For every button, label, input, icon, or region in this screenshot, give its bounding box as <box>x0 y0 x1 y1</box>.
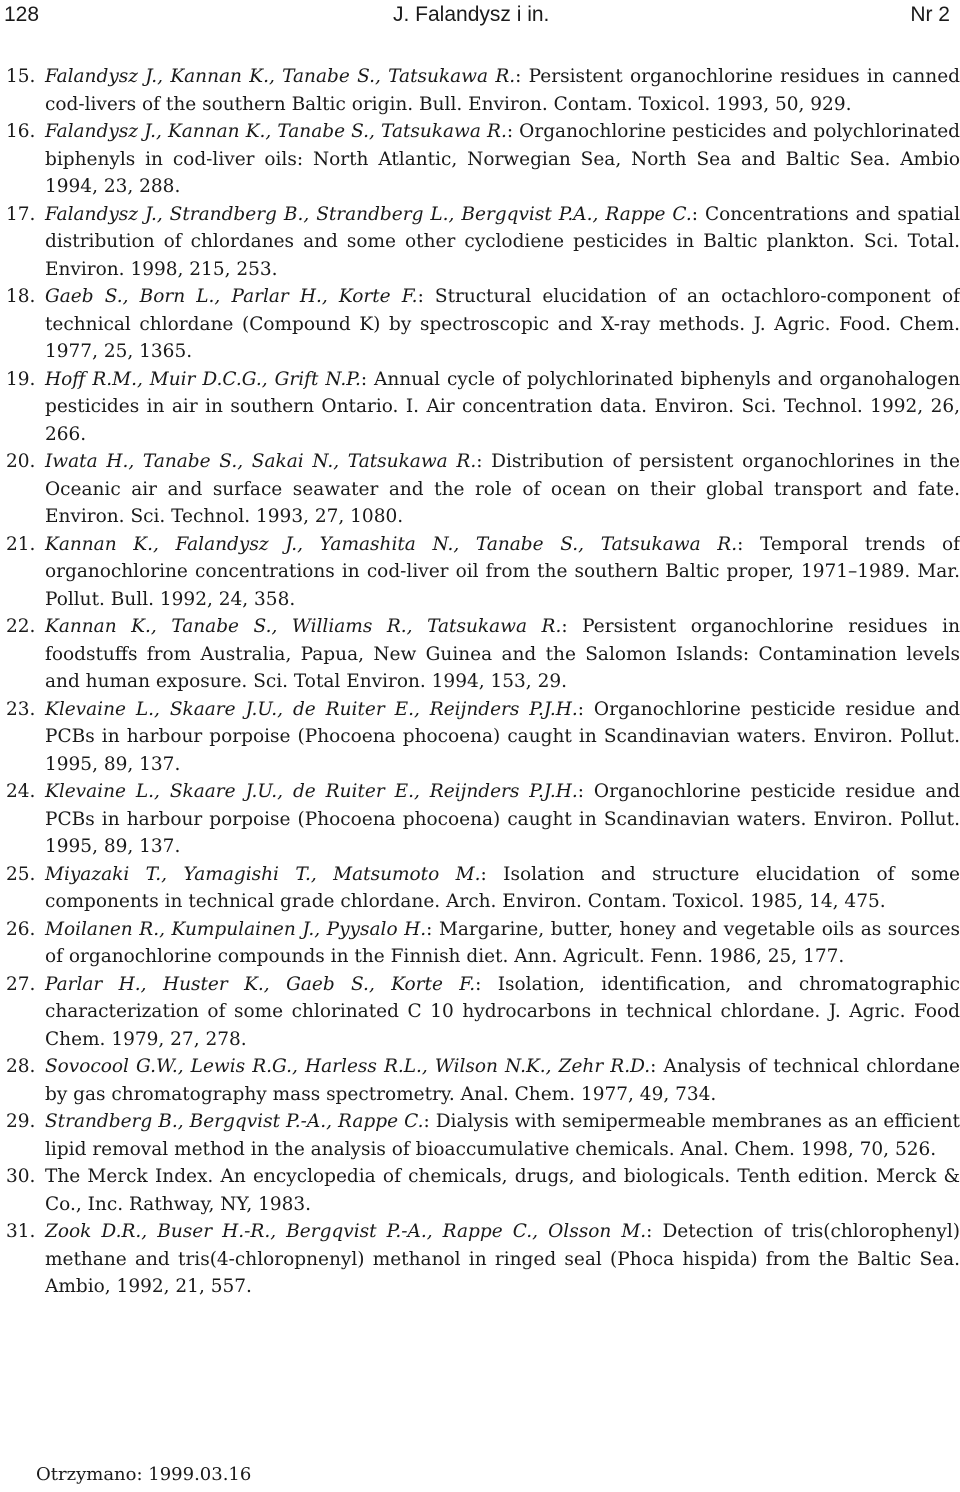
reference-authors: Klevaine L., Skaare J.U., de Ruiter E., Reijnders P.J.H. <box>45 781 578 802</box>
reference-text: : Distribution of persistent organochlorines in the Oceanic air and surface seawater and the role of ocean on their global transport and fate. Environ. Sci. Technol. 1993, 27, 1080. <box>45 451 960 527</box>
reference-item <box>0 448 960 531</box>
reference-text: The Merck Index. An encyclopedia of chemicals, drugs, and biologicals. Tenth edition. Merck & Co., Inc. Rathway, NY, 1983. <box>45 1166 960 1215</box>
received-date: Otrzymano: 1999.03.16 <box>36 1464 252 1485</box>
reference-item <box>0 971 960 1054</box>
reference-item <box>0 1108 960 1163</box>
reference-authors: Kannan K., Falandysz J., Yamashita N., Tanabe S., Tatsukawa R. <box>45 533 738 555</box>
reference-authors: Falandysz J., Strandberg B., Strandberg L., Bergqvist P.A., Rappe C. <box>45 203 692 225</box>
reference-item <box>0 366 960 449</box>
reference-text: : Analysis of technical chlordane by gas chromatography mass spectrometry. Anal. Chem. 1977, 49, 734. <box>45 1056 960 1105</box>
reference-number: 30. <box>6 1166 36 1187</box>
reference-item <box>0 916 960 971</box>
reference-authors: Klevaine L., Skaare J.U., de Ruiter E., Reijnders P.J.H. <box>45 698 578 720</box>
reference-item <box>0 613 960 696</box>
reference-item <box>0 201 960 284</box>
reference-number: 22. <box>6 616 36 637</box>
reference-authors: Strandberg B., Bergqvist P.-A., Rappe C. <box>45 1111 424 1132</box>
issue-number: Nr 2 <box>910 3 950 26</box>
reference-text: : Organochlorine pesticide residue and PCBs in harbour porpoise (Phocoena phocoena) caught in Scandinavian waters. Environ. Pollut. 1995, 89, 137. <box>45 781 960 857</box>
page-number: 128 <box>4 3 40 26</box>
reference-text: : Organochlorine pesticide residue and PCBs in harbour porpoise (Phocoena phocoena) caught in Scandinavian waters. Environ. Pollut. 1995, 89, 137. <box>45 698 960 775</box>
reference-text: : Detection of tris(chlorophenyl) methane and tris(4-chloropnenyl) methanol in ringed seal (Phoca hispida) from the Baltic Sea. Ambio, 1992, 21, 557. <box>45 1221 960 1297</box>
reference-number: 18. <box>6 286 36 307</box>
reference-authors: Iwata H., Tanabe S., Sakai N., Tatsukawa R. <box>45 451 477 472</box>
page-header <box>0 0 960 40</box>
reference-authors: Falandysz J., Kannan K., Tanabe S., Tatsukawa R. <box>45 66 516 87</box>
reference-item <box>0 118 960 201</box>
reference-text: : Isolation and structure elucidation of some components in technical grade chlordane. Arch. Environ. Contam. Toxicol. 1985, 14, 475. <box>45 863 960 912</box>
reference-text: : Structural elucidation of an octachloro-component of technical chlordane (Compound K) by spectroscopic and X-ray methods. J. Agric. Food. Chem. 1977, 25, 1365. <box>45 286 960 362</box>
reference-number: 24. <box>6 781 36 802</box>
reference-list <box>0 63 960 1301</box>
reference-number: 23. <box>6 698 36 720</box>
reference-number: 27. <box>6 973 36 995</box>
reference-text: : Dialysis with semipermeable membranes as an efficient lipid removal method in the analysis of bioaccumulative chemicals. Anal. Chem. 1998, 70, 526. <box>45 1111 960 1160</box>
reference-number: 19. <box>6 368 36 390</box>
reference-authors: Kannan K., Tanabe S., Williams R., Tatsukawa R. <box>45 616 562 637</box>
reference-authors: Hoff R.M., Muir D.C.G., Grift N.P. <box>45 368 361 390</box>
reference-text: : Organochlorine pesticides and polychlorinated biphenyls in cod-liver oils: North Atlantic, Norwegian Sea, North Sea and Baltic Sea. Ambio 1994, 23, 288. <box>45 121 960 197</box>
reference-authors: Gaeb S., Born L., Parlar H., Korte F. <box>45 286 418 307</box>
reference-number: 29. <box>6 1111 36 1132</box>
running-title: J. Falandysz i in. <box>393 3 550 26</box>
reference-number: 15. <box>6 66 36 87</box>
reference-authors: Moilanen R., Kumpulainen J., Pyysalo H. <box>45 918 427 940</box>
reference-item <box>0 1218 960 1301</box>
reference-item <box>0 696 960 779</box>
reference-item <box>0 1163 960 1218</box>
reference-item <box>0 778 960 861</box>
reference-authors: Falandysz J., Kannan K., Tanabe S., Tatsukawa R. <box>45 121 507 142</box>
reference-number: 31. <box>6 1221 36 1242</box>
reference-text: : Persistent organochlorine residues in canned cod-livers of the southern Baltic origin. Bull. Environ. Contam. Toxicol. 1993, 50, 929. <box>45 66 960 115</box>
reference-text: : Annual cycle of polychlorinated biphenyls and organohalogen pesticides in air in southern Ontario. I. Air concentration data. Environ. Sci. Technol. 1992, 26, 266. <box>45 368 960 445</box>
reference-text: : Margarine, butter, honey and vegetable oils as sources of organochlorine compounds in the Finnish diet. Ann. Agricult. Fenn. 1986, 25, 177. <box>45 918 960 967</box>
reference-number: 16. <box>6 121 36 142</box>
reference-text: : Temporal trends of organochlorine concentrations in cod-liver oil from the southern Baltic proper, 1971–1989. Mar. Pollut. Bull. 1992, 24, 358. <box>45 533 960 610</box>
reference-item <box>0 531 960 614</box>
reference-number: 17. <box>6 203 36 225</box>
reference-text: : Isolation, identification, and chromatographic characterization of some chlorinated C 10 hydrocarbons in technical chlordane. J. Agric. Food Chem. 1979, 27, 278. <box>45 973 960 1050</box>
reference-text: : Concentrations and spatial distribution of chlordanes and some other cyclodiene pesticides in Baltic plankton. Sci. Total. Environ. 1998, 215, 253. <box>45 203 960 280</box>
reference-text: : Persistent organochlorine residues in foodstuffs from Australia, Papua, New Guinea and the Salomon Islands: Contamination levels and human exposure. Sci. Total Environ. 1994, 153, 29. <box>45 616 960 692</box>
reference-number: 28. <box>6 1056 36 1077</box>
reference-authors: Zook D.R., Buser H.-R., Bergqvist P.-A., Rappe C., Olsson M. <box>45 1221 647 1242</box>
reference-item <box>0 861 960 916</box>
reference-authors: Parlar H., Huster K., Gaeb S., Korte F. <box>45 973 476 995</box>
reference-item <box>0 63 960 118</box>
reference-number: 20. <box>6 451 36 472</box>
reference-item <box>0 283 960 366</box>
reference-authors: Sovocool G.W., Lewis R.G., Harless R.L., Wilson N.K., Zehr R.D. <box>45 1056 651 1077</box>
reference-number: 25. <box>6 863 36 885</box>
reference-number: 26. <box>6 918 36 940</box>
reference-item <box>0 1053 960 1108</box>
reference-authors: Miyazaki T., Yamagishi T., Matsumoto M. <box>45 863 481 885</box>
reference-number: 21. <box>6 533 36 555</box>
